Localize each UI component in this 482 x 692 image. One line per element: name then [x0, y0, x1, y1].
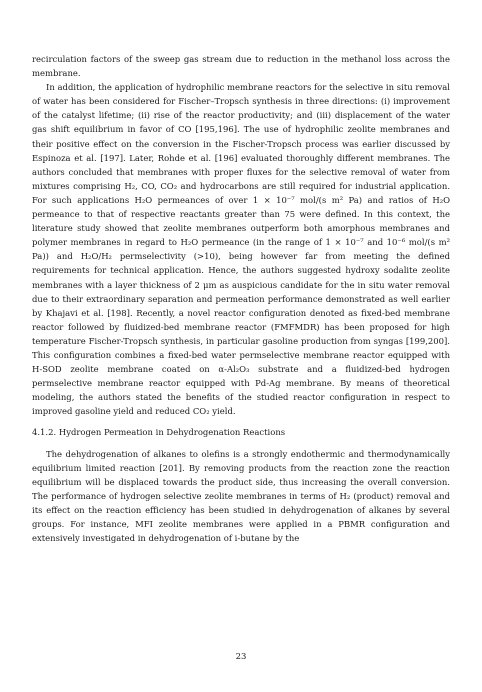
paragraph-continuation: recirculation factors of the sweep gas stream due to reduction in the methanol loss across the membrane. [32, 54, 450, 79]
section-heading: 4.1.2. Hydrogen Permeation in Dehydrogenation Reactions [32, 427, 286, 438]
page-number: 23 [235, 651, 247, 661]
page-body [32, 52, 450, 545]
paragraph-fischer-tropsch: In addition, the application of hydrophilic membrane reactors for the selective in situ removal of water has been considered for Fischer–Tropsch synthesis in three directions: (i) improvement of the catalyst lifetime; (ii) rise of the reactor productivity; and (iii) displacement of the water gas shift equilibrium in favor of CO [195,196]. The use of hydrophilic zeolite membranes and their positive effect on the conversion in the Fischer-Tropsch process was earlier discussed by Espinoza et al. [197]. Later, Rohde et al. [196] evaluated thoroughly different membranes. The authors concluded that membranes with proper fluxes for the selective removal of water from mixtures comprising H₂, CO, CO₂ and hydrocarbons are still required for industrial application. For such applications H₂O permeances of over 1 × 10⁻⁷ mol/(s m² Pa) and ratios of H₂O permeance to that of respective reactants greater than 75 were defined. In this context, the literature study showed that zeolite membranes outperform both amorphous membranes and polymer membranes in regard to H₂O permeance (in the range of 1 × 10⁻⁷ and 10⁻⁶ mol/(s m² Pa)) and H₂O/H₂ permselectivity (>10), being however far from meeting the defined requirements for technical application. Hence, the authors suggested hydroxy sodalite zeolite membranes with a layer thickness of 2 μm as auspicious candidate for the in situ water removal due to their extraordinary separation and permeation performance demonstrated as well earlier by Khajavi et al. [198]. Recently, a novel reactor configuration denoted as fixed-bed membrane reactor followed by fluidized-bed membrane reactor (FMFMDR) has been proposed for high temperature Fischer-Tropsch synthesis, in particular gasoline production from syngas [199,200]. This configuration combines a fixed-bed water permselective membrane reactor equipped with H-SOD zeolite membrane coated on α-Al₂O₃ substrate and a fluidized-bed hydrogen permselective membrane reactor equipped with Pd-Ag membrane. By means of theoretical modeling, the authors stated the benefits of the studied reactor configuration in respect to improved gasoline yield and reduced CO₂ yield. [32, 82, 450, 417]
paragraph-dehydrogenation: The dehydrogenation of alkanes to olefins is a strongly endothermic and thermodynamically equilibrium limited reaction [201]. By removing products from the reaction zone the reaction equilibrium will be displaced towards the product side, thus increasing the overall conversion. The performance of hydrogen selective zeolite membranes in terms of H₂ (product) removal and its effect on the reaction efficiency has been studied in dehydrogenation of alkanes by several groups. For instance, MFI zeolite membranes were applied in a PBMR configuration and extensively investigated in dehydrogenation of i-butane by the [32, 448, 450, 544]
